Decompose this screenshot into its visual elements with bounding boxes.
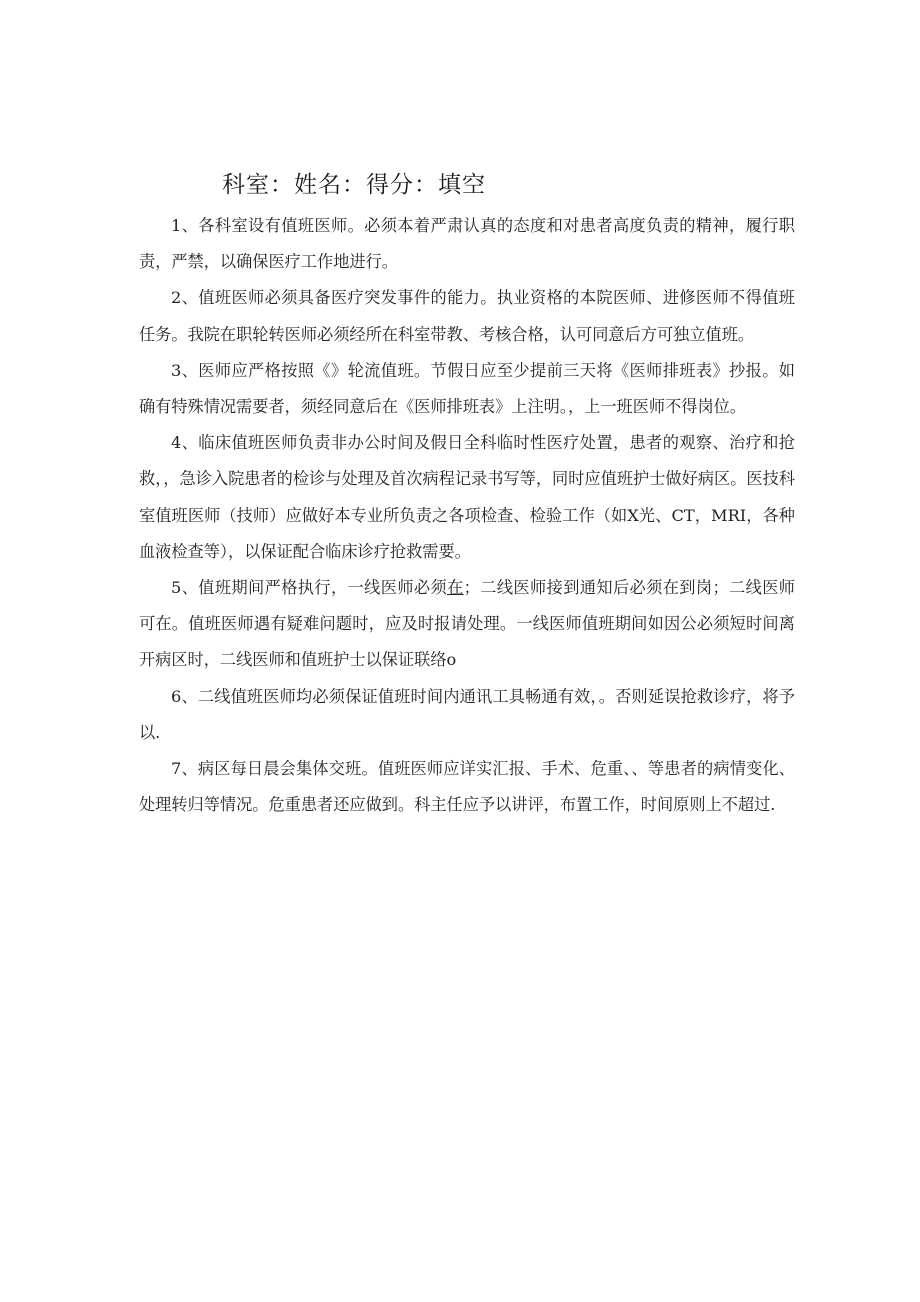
paragraph-1: 1、各科室设有值班医师。必须本着严肃认真的态度和对患者高度负责的精神，履行职责，严禁，以确保医疗工作地进行。 <box>139 216 795 272</box>
form-header: 科室：姓名：得分：填空 <box>222 172 486 198</box>
paragraph-5 <box>139 570 795 679</box>
paragraph-5-text-before: 5、值班期间严格执行，一线医师必须 <box>171 578 448 598</box>
document-body <box>139 208 795 823</box>
paragraph-3: 3、医师应严格按照《》轮流值班。节假日应至少提前三天将《医师排班表》抄报。如确有特殊情况需要者，须经同意后在《医师排班表》上注明。，上一班医师不得岗位。 <box>139 360 795 417</box>
paragraph-2: 2、值班医师必须具备医疗突发事件的能力。执业资格的本院医师、进修医师不得值班任务。我院在职轮转医师必须经所在科室带教、考核合格，认可同意后方可独立值班。 <box>139 288 795 344</box>
paragraph-5-underlined-text: 在 <box>447 578 464 598</box>
paragraph-4: 4、临床值班医师负责非办公时间及假日全科临时性医疗处置，患者的观察、治疗和抢救，，急诊入院患者的检诊与处理及首次病程记录书写等，同时应值班护士做好病区。医技科室值班医师（技师）应做好本专业所负责之各项检查、检验工作（如X光、CT，MRI，各种血液检查等），以保证配合临床诊疗抢救需要。 <box>139 433 795 561</box>
paragraph-5-text-after: ；二线医师接到通知后必须在到岗；二线医师可在。值班医师遇有疑难问题时，应及时报请处理。一线医师值班期间如因公必须短时间离开病区时，二线医师和值班护士以保证联络o <box>139 578 795 670</box>
paragraph-6: 6、二线值班医师均必须保证值班时间内通讯工具畅通有效，。否则延误抢救诊疗，将予以. <box>139 686 795 742</box>
paragraph-7: 7、病区每日晨会集体交班。值班医师应详实汇报、手术、危重、、等患者的病情变化、处理转归等情况。危重患者还应做到。科主任应予以讲评，布置工作，时间原则上不超过. <box>139 759 795 815</box>
